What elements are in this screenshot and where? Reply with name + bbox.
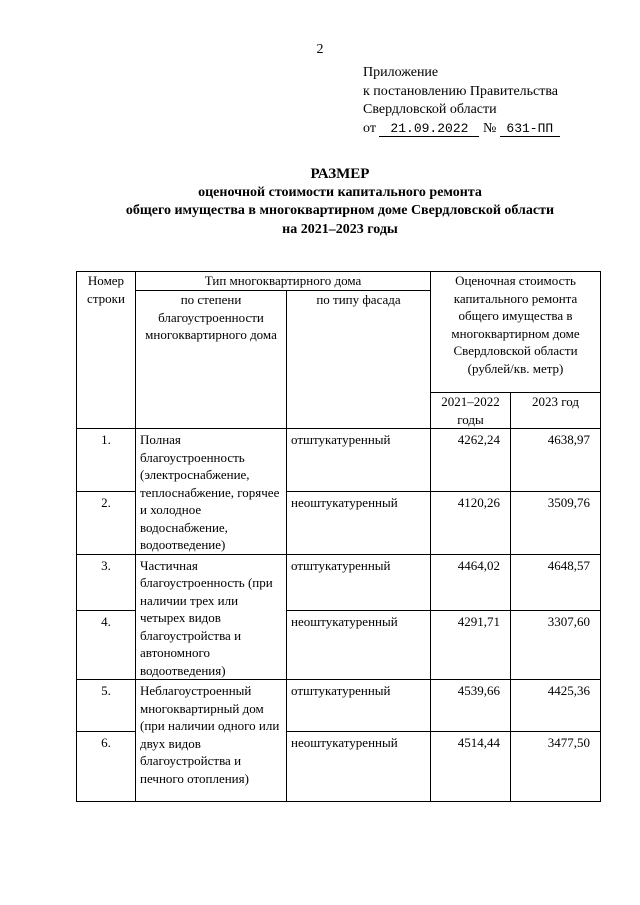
appendix-line-1: Приложение bbox=[363, 65, 439, 80]
from-label: от bbox=[363, 120, 376, 136]
cost-2023: 4648,57 bbox=[511, 554, 601, 611]
page-number: 2 bbox=[316, 42, 324, 57]
number-label: № bbox=[482, 120, 497, 136]
header-by-facade: по типу фасада bbox=[287, 291, 431, 429]
appendix-line-2: к постановлению Правительства bbox=[363, 83, 559, 99]
cost-2023: 4425,36 bbox=[511, 680, 601, 732]
cost-2021-2022: 4291,71 bbox=[431, 611, 511, 680]
appendix-line-3: Свердловской области bbox=[363, 102, 497, 117]
cost-2021-2022: 4464,02 bbox=[431, 554, 511, 611]
cost-2021-2022: 4120,26 bbox=[431, 492, 511, 554]
facade-type: неоштукатуренный bbox=[287, 492, 431, 554]
table-row bbox=[77, 554, 601, 611]
header-year-1: 2021–2022 годы bbox=[431, 393, 511, 429]
cost-2023: 3477,50 bbox=[511, 732, 601, 802]
facade-type: неоштукатуренный bbox=[287, 611, 431, 680]
header-cost: Оценочная стоимость капитального ремонта общего имущества в многоквартирном доме Свердловской области (рублей/кв. метр) bbox=[431, 272, 601, 393]
facade-type: отштукатуренный bbox=[287, 554, 431, 611]
row-number: 1. bbox=[77, 429, 136, 492]
row-number: 2. bbox=[77, 492, 136, 554]
cost-2023: 4638,97 bbox=[511, 429, 601, 492]
appendix-line-4 bbox=[363, 120, 560, 139]
resolution-number: 631-ПП bbox=[500, 121, 560, 137]
improvement-group: Полная благоустроенность (электроснабжение, теплоснабжение, горячее и холодное водоснабжение, водоотведение) bbox=[136, 429, 287, 555]
table-row bbox=[77, 429, 601, 492]
title-line-3: общего имущества в многоквартирном доме Свердловской области bbox=[125, 203, 555, 218]
table-row bbox=[77, 680, 601, 732]
header-building-type: Тип многоквартирного дома bbox=[136, 272, 431, 291]
header-row-1 bbox=[77, 272, 601, 291]
row-number: 4. bbox=[77, 611, 136, 680]
cost-2021-2022: 4539,66 bbox=[431, 680, 511, 732]
row-number: 5. bbox=[77, 680, 136, 732]
cost-2021-2022: 4262,24 bbox=[431, 429, 511, 492]
title-line-1: РАЗМЕР bbox=[310, 166, 370, 182]
cost-2023: 3307,60 bbox=[511, 611, 601, 680]
improvement-group: Неблагоустроенный многоквартирный дом (при наличии одного или двух видов благоустройства и печного отопления) bbox=[136, 680, 287, 802]
title-line-4: на 2021–2023 годы bbox=[282, 221, 398, 237]
resolution-date: 21.09.2022 bbox=[379, 121, 479, 137]
facade-type: неоштукатуренный bbox=[287, 732, 431, 802]
facade-type: отштукатуренный bbox=[287, 680, 431, 732]
row-number: 6. bbox=[77, 732, 136, 802]
cost-2023: 3509,76 bbox=[511, 492, 601, 554]
title-line-2: оценочной стоимости капитального ремонта bbox=[198, 184, 482, 200]
header-year-2: 2023 год bbox=[511, 393, 601, 429]
appendix-block bbox=[363, 64, 560, 138]
header-by-improvement: по степени благоустроенности многоквартирного дома bbox=[136, 291, 287, 429]
row-number: 3. bbox=[77, 554, 136, 611]
cost-2021-2022: 4514,44 bbox=[431, 732, 511, 802]
cost-table bbox=[76, 271, 601, 802]
header-row-number: Номер строки bbox=[77, 272, 136, 429]
document-title bbox=[0, 165, 640, 239]
facade-type: отштукатуренный bbox=[287, 429, 431, 492]
improvement-group: Частичная благоустроенность (при наличии трех или четырех видов благоустройства и автономного водоотведения) bbox=[136, 554, 287, 680]
